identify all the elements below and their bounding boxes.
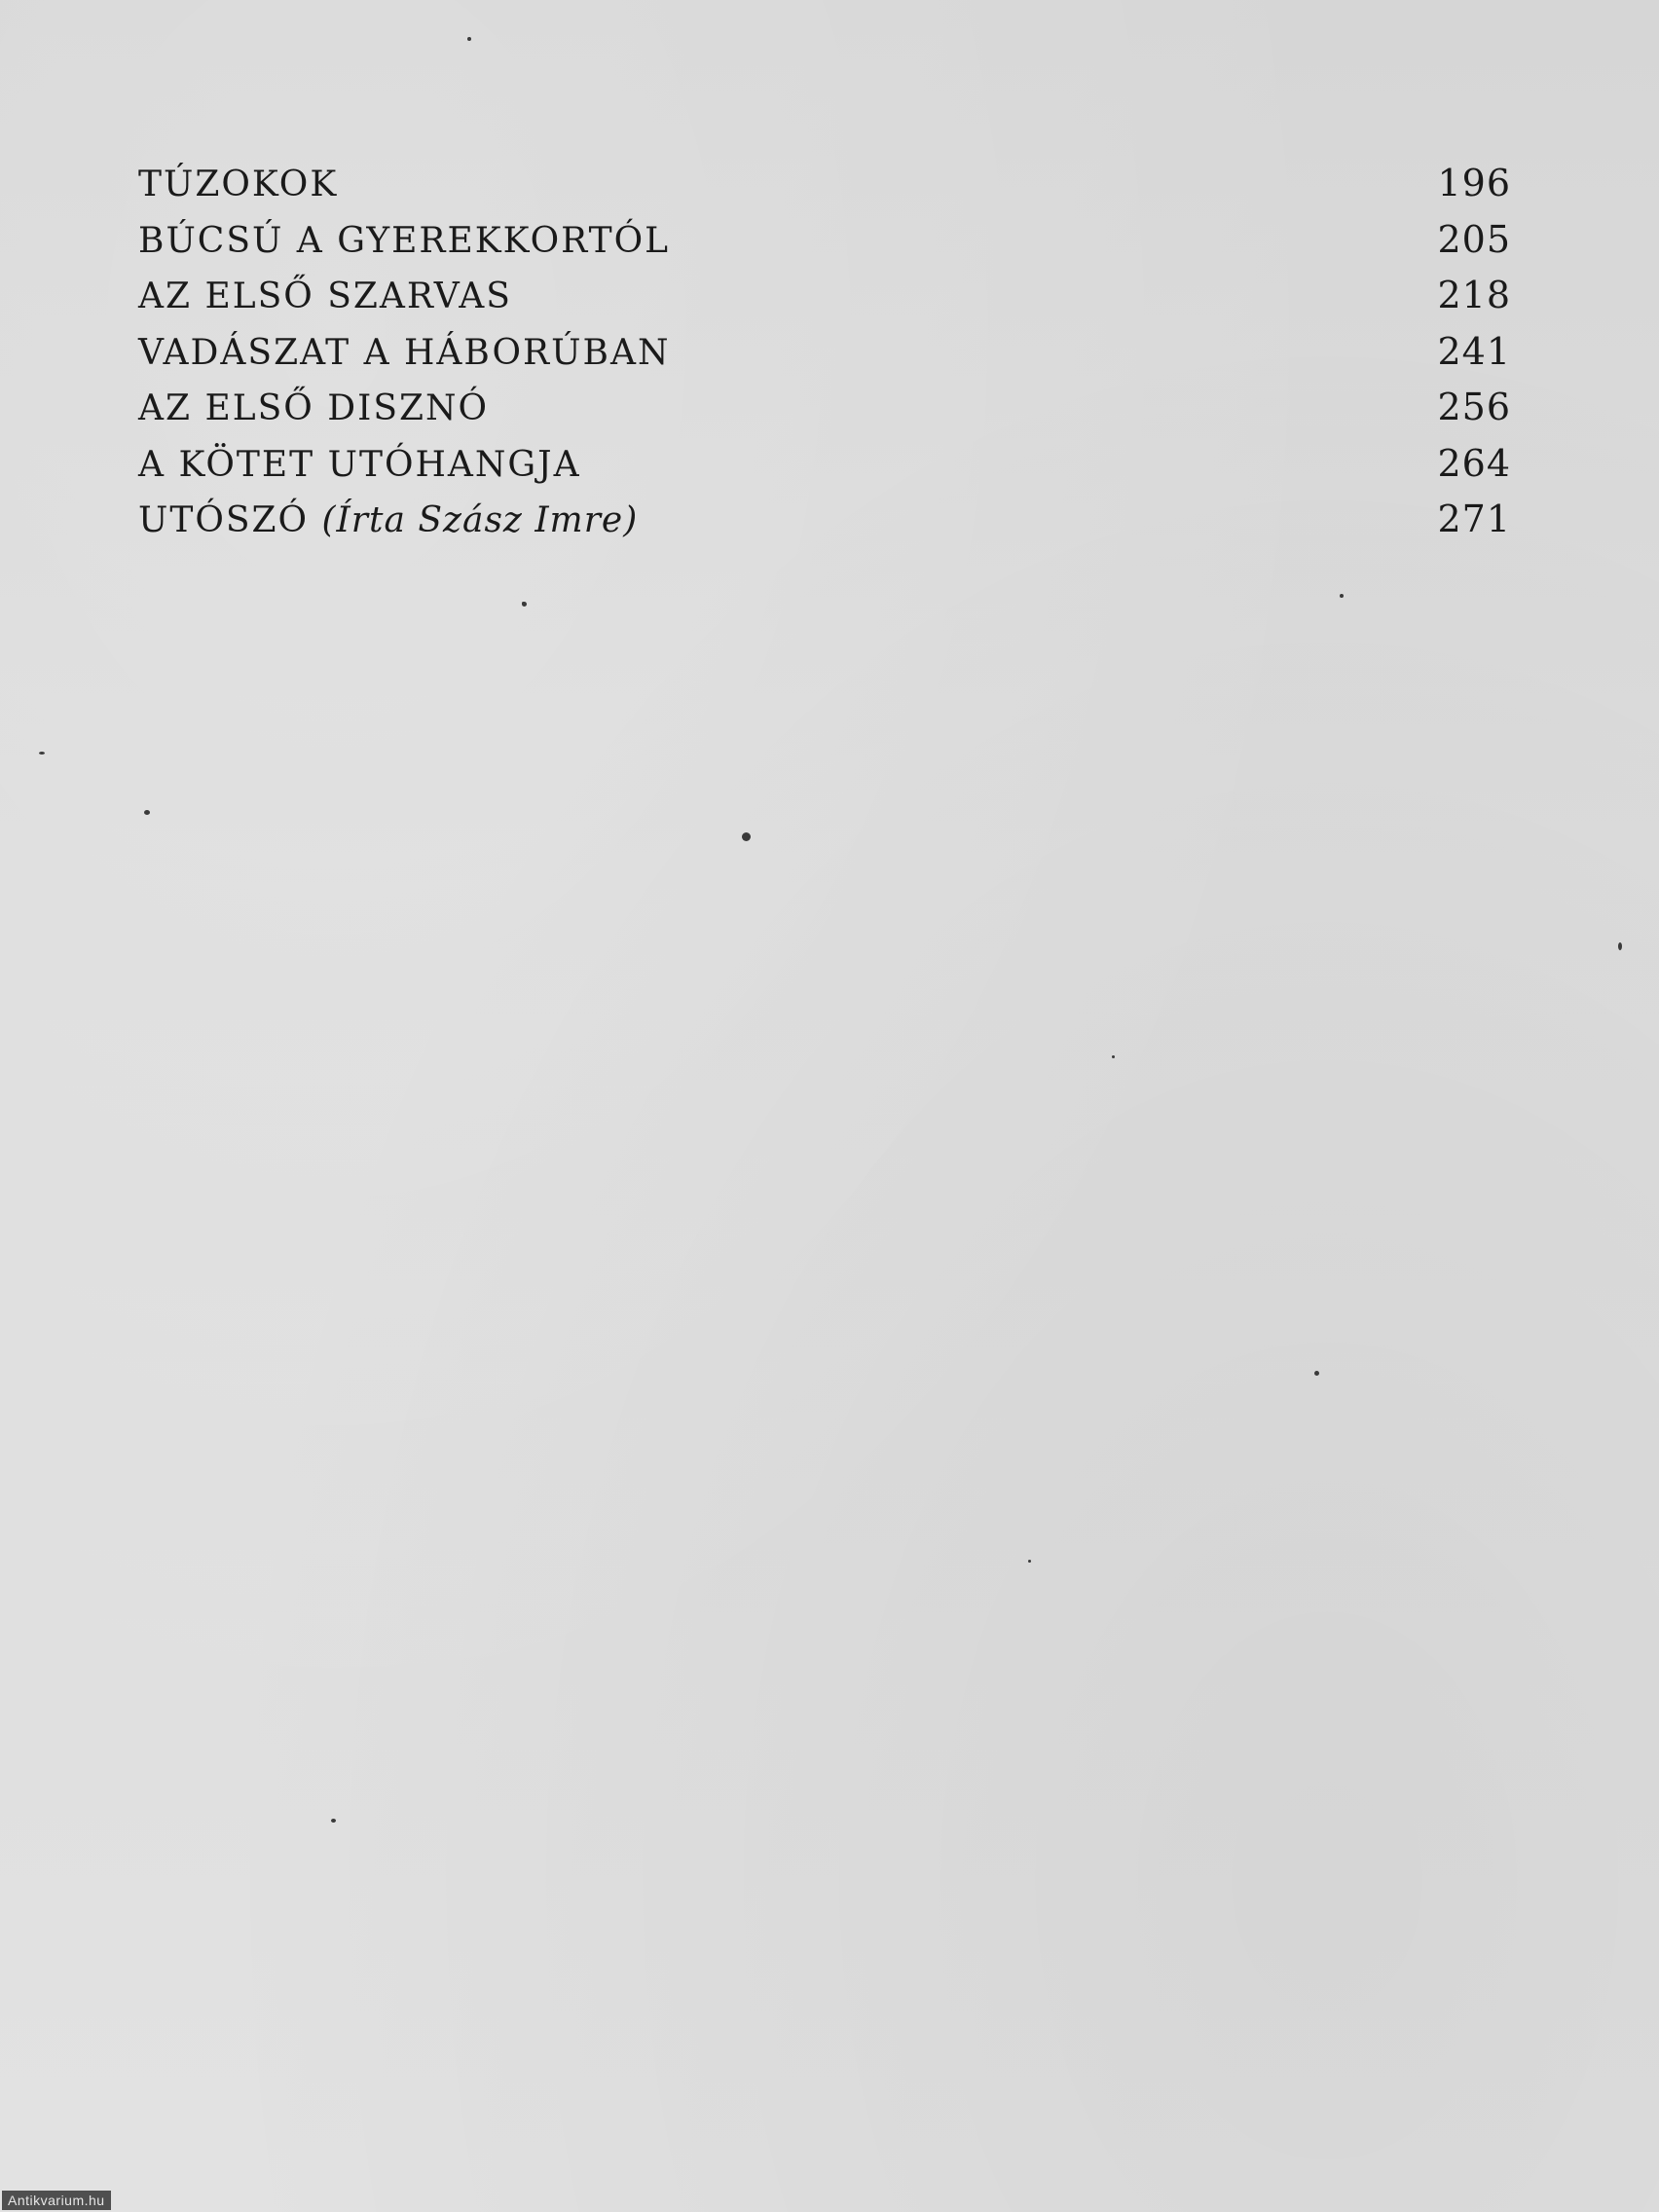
toc-entry-page-number: 218 [1437,274,1511,316]
paper-speck [1028,1560,1031,1563]
toc-entry-title: UTÓSZÓ (Írta Szász Imre) [138,500,639,540]
toc-entry-page-number: 264 [1437,441,1511,485]
toc-entry-page-number: 241 [1437,329,1511,373]
toc-entry-page-number: 196 [1437,162,1511,204]
toc-entry-credit: (Írta Szász Imre) [321,500,639,540]
toc-entry-title: AZ ELSŐ DISZNÓ [138,388,490,428]
paper-speck [1618,942,1622,950]
toc-entry-title: AZ ELSŐ SZARVAS [138,276,512,316]
paper-speck [331,1819,336,1823]
table-of-contents [138,156,1511,548]
paper-speck [467,37,471,41]
paper-speck [522,602,525,605]
paper-speck [39,752,45,755]
source-watermark: Antikvarium.hu [2,2191,111,2210]
toc-entry-title: VADÁSZAT A HÁBORÚBAN [138,332,671,373]
paper-speck [1112,1055,1115,1058]
toc-entry [138,380,1511,436]
toc-entry [138,324,1511,381]
toc-entry-page-number: 205 [1437,217,1511,261]
toc-entry [138,156,1511,212]
toc-entry [138,492,1511,548]
toc-entry-title: TÚZOKOK [138,165,339,204]
toc-entry-title: BÚCSÚ A GYEREKKORTÓL [138,220,671,261]
paper-speck [742,832,751,841]
toc-entry-page-number: 271 [1437,498,1511,540]
paper-speck [144,810,150,815]
toc-entry-title: A KÖTET UTÓHANGJA [138,444,581,485]
paper-speck [1340,594,1344,598]
toc-entry [138,436,1511,493]
toc-entry-page-number: 256 [1437,386,1511,428]
paper-speck [1314,1371,1319,1376]
toc-entry [138,212,1511,269]
toc-entry [138,268,1511,324]
